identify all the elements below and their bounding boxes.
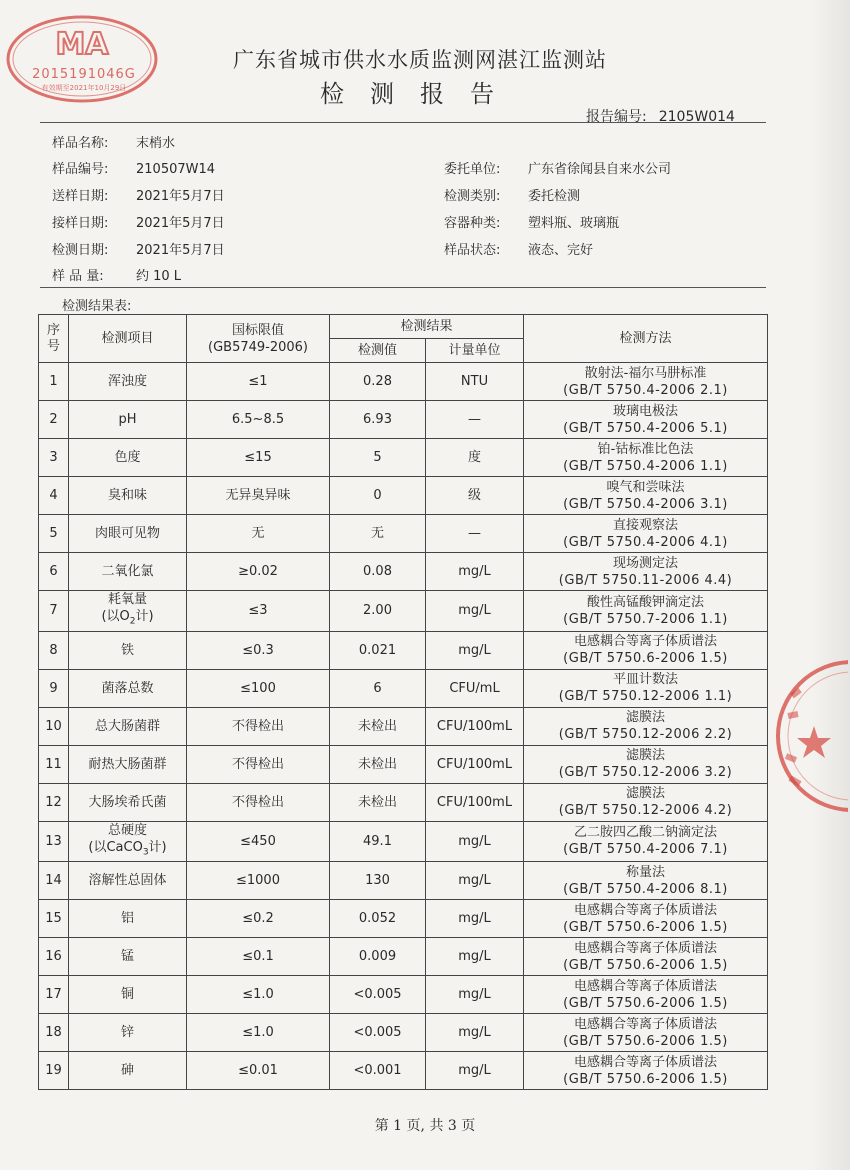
cell-method <box>524 1014 768 1052</box>
cell-unit: CFU/mL <box>426 669 524 707</box>
cell-method <box>524 900 768 938</box>
cell-item-basis <box>69 608 186 631</box>
cell-method-name: 玻璃电极法 <box>613 403 679 419</box>
header-seq <box>39 315 69 363</box>
cell-limit: ≤0.1 <box>187 938 330 976</box>
sample-number <box>52 158 215 177</box>
cell-value: 未检出 <box>330 745 426 783</box>
cell-value: 130 <box>330 862 426 900</box>
cell-limit: 无 <box>187 515 330 553</box>
sample-state-label: 样品状态: <box>444 243 501 258</box>
page-edge-shadow <box>810 0 850 1170</box>
cell-method-standard: (GB/T 5750.12-2006 4.2) <box>558 803 733 819</box>
cell-method <box>524 631 768 669</box>
receive-date-label: 接样日期: <box>52 216 109 231</box>
table-row <box>39 363 768 401</box>
cell-method-standard: (GB/T 5750.6-2006 1.5) <box>563 1033 728 1049</box>
cell-value: 无 <box>330 515 426 553</box>
sample-state <box>444 239 593 258</box>
cell-method-standard: (GB/T 5750.7-2006 1.1) <box>563 611 728 627</box>
table-row <box>39 900 768 938</box>
report-number-value: 2105W014 <box>658 109 735 125</box>
cell-limit: ≤0.2 <box>187 900 330 938</box>
cell-seq: 19 <box>39 1052 69 1090</box>
cell-limit: ≤1.0 <box>187 1014 330 1052</box>
cell-unit: mg/L <box>426 938 524 976</box>
receive-date-value: 2021年5月7日 <box>136 216 225 231</box>
cell-method <box>524 363 768 401</box>
cell-seq: 8 <box>39 631 69 669</box>
sample-name-label: 样品名称: <box>52 136 109 151</box>
table-row <box>39 976 768 1014</box>
page-footer: 第 1 页, 共 3 页 <box>374 1118 476 1134</box>
cell-limit: 不得检出 <box>187 745 330 783</box>
cell-seq: 1 <box>39 363 69 401</box>
cell-value: 2.00 <box>330 591 426 632</box>
cell-method-standard: (GB/T 5750.4-2006 3.1) <box>563 496 728 512</box>
receive-date <box>52 212 225 231</box>
cell-unit: — <box>426 515 524 553</box>
sample-name-value: 末梢水 <box>136 136 176 151</box>
table-row <box>39 515 768 553</box>
cell-item-basis <box>69 839 186 862</box>
cell-method-standard: (GB/T 5750.6-2006 1.5) <box>563 651 728 667</box>
cell-limit: 6.5~8.5 <box>187 401 330 439</box>
cell-method-name: 酸性高锰酸钾滴定法 <box>587 594 705 610</box>
sample-state-value: 液态、完好 <box>528 243 594 258</box>
cell-unit: mg/L <box>426 862 524 900</box>
table-row <box>39 938 768 976</box>
send-date-label: 送样日期: <box>52 189 109 204</box>
cell-method <box>524 821 768 862</box>
cell-method-name: 现场测定法 <box>613 555 679 571</box>
cell-method-name: 铂-钴标准比色法 <box>597 441 694 457</box>
cell-item: 砷 <box>69 1052 187 1090</box>
cell-limit: ≤450 <box>187 821 330 862</box>
cell-method-name: 电感耦合等离子体质谱法 <box>574 634 718 650</box>
cma-stamp-code: 2015191046G <box>32 67 136 82</box>
report-number-label: 报告编号: <box>586 109 647 125</box>
table-row <box>39 439 768 477</box>
cell-item-basis-suffix: 计) <box>148 839 167 855</box>
test-date-value: 2021年5月7日 <box>136 243 225 258</box>
cell-seq: 3 <box>39 439 69 477</box>
cell-value: 49.1 <box>330 821 426 862</box>
cell-unit: — <box>426 401 524 439</box>
cell-method <box>524 477 768 515</box>
cell-unit: CFU/100mL <box>426 745 524 783</box>
cell-item: 色度 <box>69 439 187 477</box>
cma-stamp-validity: 有效期至2021年10月29日 <box>41 84 127 92</box>
cell-item: 总大肠菌群 <box>69 707 187 745</box>
cell-method-standard: (GB/T 5750.4-2006 4.1) <box>563 534 728 550</box>
cell-unit: mg/L <box>426 1052 524 1090</box>
cell-method-standard: (GB/T 5750.4-2006 8.1) <box>563 881 728 897</box>
cell-seq: 10 <box>39 707 69 745</box>
cell-limit: ≤0.3 <box>187 631 330 669</box>
cell-seq: 14 <box>39 862 69 900</box>
cell-method-name: 电感耦合等离子体质谱法 <box>574 940 718 956</box>
cell-value: 未检出 <box>330 783 426 821</box>
header-rule <box>40 122 766 123</box>
report-number <box>586 106 735 126</box>
table-row <box>39 553 768 591</box>
cell-value: 0 <box>330 477 426 515</box>
cell-method <box>524 591 768 632</box>
cell-unit: CFU/100mL <box>426 783 524 821</box>
cell-item-basis-prefix: (以CaCO <box>88 839 143 855</box>
cell-seq: 6 <box>39 553 69 591</box>
cell-limit: 不得检出 <box>187 707 330 745</box>
cell-method-standard: (GB/T 5750.4-2006 2.1) <box>563 382 728 398</box>
cell-item: 耐热大肠菌群 <box>69 745 187 783</box>
table-row <box>39 401 768 439</box>
cell-seq: 11 <box>39 745 69 783</box>
test-type <box>444 185 580 204</box>
cell-method <box>524 553 768 591</box>
cell-limit: 不得检出 <box>187 783 330 821</box>
cell-unit: mg/L <box>426 821 524 862</box>
cell-item: 大肠埃希氏菌 <box>69 783 187 821</box>
cell-seq: 18 <box>39 1014 69 1052</box>
cell-item: 肉眼可见物 <box>69 515 187 553</box>
cell-item-name: 耗氧量 <box>107 592 147 607</box>
client-value: 广东省徐闻县自来水公司 <box>528 162 672 177</box>
cell-value: 0.28 <box>330 363 426 401</box>
header-method: 检测方法 <box>524 315 768 363</box>
cell-seq: 12 <box>39 783 69 821</box>
table-row <box>39 1052 768 1090</box>
cell-seq: 4 <box>39 477 69 515</box>
cell-unit: mg/L <box>426 1014 524 1052</box>
station-title: 广东省城市供水水质监测网湛江监测站 <box>233 48 607 72</box>
cma-stamp-letters: MA <box>55 27 109 62</box>
cell-seq: 7 <box>39 591 69 632</box>
cell-value: <0.001 <box>330 1052 426 1090</box>
cell-value: 0.08 <box>330 553 426 591</box>
table-row <box>39 631 768 669</box>
cell-item: 铁 <box>69 631 187 669</box>
cell-unit: NTU <box>426 363 524 401</box>
cell-item: 臭和味 <box>69 477 187 515</box>
container-type-value: 塑料瓶、玻璃瓶 <box>528 216 620 231</box>
header-seq-text: 序号 <box>46 322 60 354</box>
cell-value: 5 <box>330 439 426 477</box>
cell-method-standard: (GB/T 5750.4-2006 7.1) <box>563 842 728 858</box>
cell-seq: 17 <box>39 976 69 1014</box>
test-type-value: 委托检测 <box>528 189 581 204</box>
results-table-title: 检测结果表: <box>62 299 132 314</box>
cell-unit: CFU/100mL <box>426 707 524 745</box>
cell-item: 锰 <box>69 938 187 976</box>
cell-value: 0.052 <box>330 900 426 938</box>
cell-value: 未检出 <box>330 707 426 745</box>
cell-item: 菌落总数 <box>69 669 187 707</box>
cell-method <box>524 669 768 707</box>
cell-item-basis-sub: 3 <box>142 847 149 858</box>
cell-method-name: 电感耦合等离子体质谱法 <box>574 1016 718 1032</box>
sample-number-label: 样品编号: <box>52 162 109 177</box>
cell-limit: ≤100 <box>187 669 330 707</box>
sample-amount <box>52 265 181 284</box>
test-date-label: 检测日期: <box>52 243 109 258</box>
cell-item <box>69 821 187 862</box>
results-table-body <box>39 363 768 1090</box>
cell-seq: 9 <box>39 669 69 707</box>
header-item: 检测项目 <box>69 315 187 363</box>
cell-item: 锌 <box>69 1014 187 1052</box>
cell-unit: mg/L <box>426 631 524 669</box>
table-row <box>39 707 768 745</box>
table-row <box>39 1014 768 1052</box>
cell-item-name: 总硬度 <box>107 822 147 838</box>
cell-method-name: 电感耦合等离子体质谱法 <box>574 978 718 994</box>
cell-value: 0.009 <box>330 938 426 976</box>
cell-method <box>524 439 768 477</box>
table-row <box>39 862 768 900</box>
cell-method-standard: (GB/T 5750.6-2006 1.5) <box>563 995 728 1011</box>
cell-seq: 13 <box>39 821 69 862</box>
cell-seq: 2 <box>39 401 69 439</box>
cell-item <box>69 591 187 632</box>
cell-limit: ≥0.02 <box>187 553 330 591</box>
cell-method-name: 电感耦合等离子体质谱法 <box>574 1054 718 1070</box>
cell-method <box>524 976 768 1014</box>
results-table <box>38 314 768 1090</box>
send-date-value: 2021年5月7日 <box>136 189 225 204</box>
header-limit <box>187 315 330 363</box>
cell-limit: ≤1000 <box>187 862 330 900</box>
cell-seq: 16 <box>39 938 69 976</box>
cell-method-standard: (GB/T 5750.11-2006 4.4) <box>558 572 733 588</box>
cell-method-standard: (GB/T 5750.6-2006 1.5) <box>563 1071 728 1087</box>
cell-unit: mg/L <box>426 900 524 938</box>
info-rule <box>40 287 766 288</box>
cell-method-standard: (GB/T 5750.4-2006 5.1) <box>563 420 728 436</box>
cell-method-name: 直接观察法 <box>613 517 679 533</box>
cell-method-name: 乙二胺四乙酸二钠滴定法 <box>574 825 718 841</box>
cell-method <box>524 783 768 821</box>
cell-value: <0.005 <box>330 976 426 1014</box>
cell-item: 浑浊度 <box>69 363 187 401</box>
cell-item-basis-sub: 2 <box>129 616 136 627</box>
container-type-label: 容器种类: <box>444 216 501 231</box>
cell-limit: ≤3 <box>187 591 330 632</box>
cell-method-standard: (GB/T 5750.6-2006 1.5) <box>563 919 728 935</box>
cell-limit: ≤1.0 <box>187 976 330 1014</box>
cell-method <box>524 862 768 900</box>
cell-limit: ≤0.01 <box>187 1052 330 1090</box>
cell-method <box>524 745 768 783</box>
table-row <box>39 745 768 783</box>
cell-method-standard: (GB/T 5750.6-2006 1.5) <box>563 957 728 973</box>
cell-method-name: 嗅气和尝味法 <box>606 479 685 495</box>
cell-value: 6.93 <box>330 401 426 439</box>
cell-unit: mg/L <box>426 591 524 632</box>
cell-unit: mg/L <box>426 553 524 591</box>
header-result: 检测结果 <box>330 315 524 339</box>
cell-unit: mg/L <box>426 976 524 1014</box>
header-limit-line1: 国标限值 <box>231 322 284 338</box>
cell-method-name: 滤膜法 <box>626 710 666 726</box>
cell-method-name: 滤膜法 <box>626 748 666 764</box>
cell-method <box>524 401 768 439</box>
cell-method <box>524 515 768 553</box>
test-type-label: 检测类别: <box>444 189 501 204</box>
test-date <box>52 239 225 258</box>
cell-method-name: 电感耦合等离子体质谱法 <box>574 902 718 918</box>
cell-seq: 5 <box>39 515 69 553</box>
header-unit: 计量单位 <box>426 339 524 363</box>
cell-method <box>524 707 768 745</box>
cell-unit: 级 <box>426 477 524 515</box>
cell-limit: 无异臭异味 <box>187 477 330 515</box>
send-date <box>52 185 225 204</box>
client-label: 委托单位: <box>444 162 501 177</box>
cma-stamp <box>4 14 160 104</box>
cell-item-basis-prefix: (以O <box>101 609 130 624</box>
cell-method-name: 平皿计数法 <box>613 672 679 688</box>
cell-method <box>524 938 768 976</box>
table-row <box>39 669 768 707</box>
cell-unit: 度 <box>426 439 524 477</box>
header-value: 检测值 <box>330 339 426 363</box>
table-row <box>39 821 768 862</box>
cell-limit: ≤1 <box>187 363 330 401</box>
cell-seq: 15 <box>39 900 69 938</box>
report-title: 检测报告 <box>320 80 520 108</box>
cell-method-name: 滤膜法 <box>626 786 666 802</box>
cell-method-name: 称量法 <box>626 864 666 880</box>
cell-value: 6 <box>330 669 426 707</box>
sample-number-value: 210507W14 <box>136 162 216 177</box>
cell-item: 铝 <box>69 900 187 938</box>
client <box>444 158 671 177</box>
cell-item: 溶解性总固体 <box>69 862 187 900</box>
header-limit-line2: (GB5749-2006) <box>208 339 308 355</box>
cell-method-standard: (GB/T 5750.4-2006 1.1) <box>563 458 728 474</box>
cell-method-standard: (GB/T 5750.12-2006 3.2) <box>558 765 733 781</box>
cell-item: pH <box>69 401 187 439</box>
cell-item: 二氧化氯 <box>69 553 187 591</box>
cell-method <box>524 1052 768 1090</box>
table-row <box>39 783 768 821</box>
cell-value: 0.021 <box>330 631 426 669</box>
table-row <box>39 477 768 515</box>
sample-amount-label: 样 品 量: <box>52 269 104 284</box>
cell-item: 铜 <box>69 976 187 1014</box>
cell-method-standard: (GB/T 5750.12-2006 2.2) <box>558 727 733 743</box>
cell-method-name: 散射法-福尔马肼标准 <box>584 365 707 381</box>
cell-method-standard: (GB/T 5750.12-2006 1.1) <box>558 689 733 705</box>
container-type <box>444 212 619 231</box>
sample-name <box>52 132 175 151</box>
cell-value: <0.005 <box>330 1014 426 1052</box>
sample-amount-value: 约 10 L <box>136 269 182 284</box>
cell-limit: ≤15 <box>187 439 330 477</box>
table-row <box>39 591 768 632</box>
cell-item-basis-suffix: 计) <box>135 609 154 624</box>
